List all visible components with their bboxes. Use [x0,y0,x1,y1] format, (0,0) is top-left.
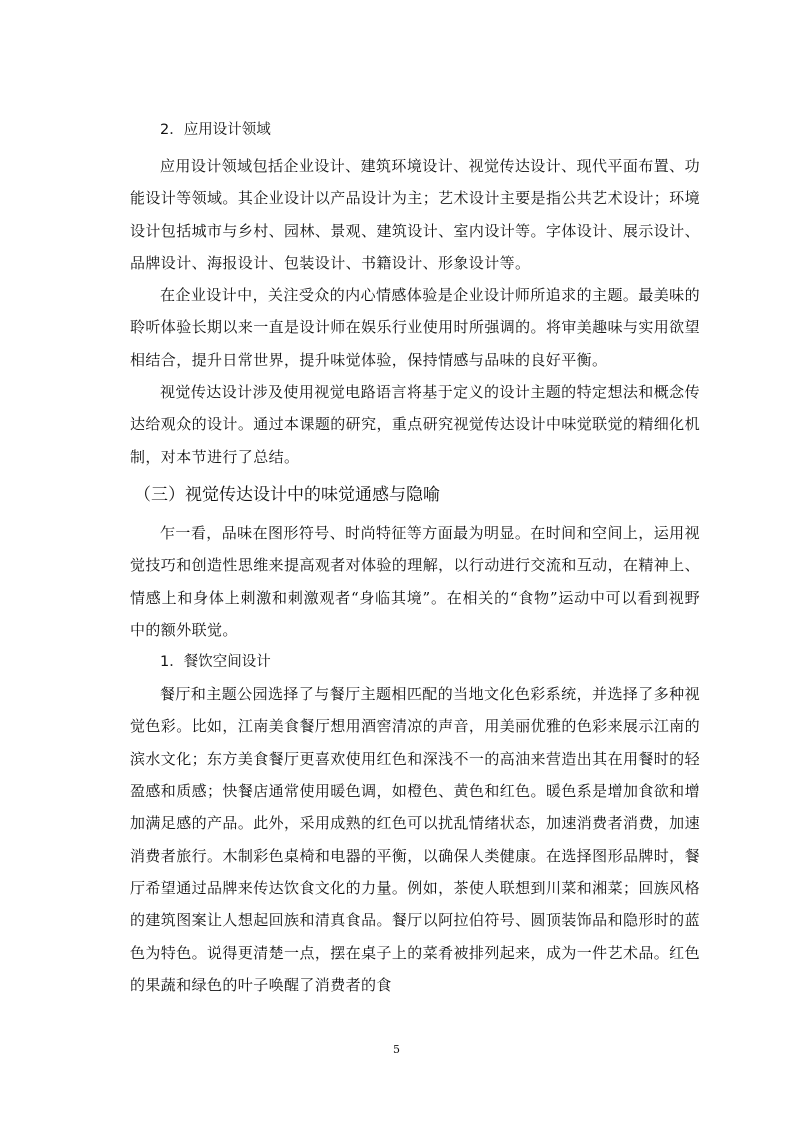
paragraph-visual-communication: 视觉传达设计涉及使用视觉电路语言将基于定义的设计主题的特定想法和概念传达给观众的设计。通过本课题的研究，重点研究视觉传达设计中味觉联觉的精细化机制，对本节进行了总结。 [130,383,700,466]
subsection-heading-dining-space: 1．餐饮空间设计 [160,654,271,671]
page-content [130,116,700,1001]
subsection-heading-application-design: 2．应用设计领域 [160,122,271,138]
paragraph-taste-overview: 乍一看，品味在图形符号、时尚特征等方面最为明显。在时间和空间上，运用视觉技巧和创造性思维来提高观者对体验的理解，以行动进行交流和互动，在精神上、情感上和身体上刺激和刺激观者“身临其境”。在相关的“食物”运动中可以看到视野中的额外联觉。 [130,523,700,639]
page-number: 5 [393,1043,400,1056]
section-heading-taste-synesthesia: （三）视觉传达设计中的味觉通感与隐喻 [134,484,440,505]
paragraph-application-fields: 应用设计领域包括企业设计、建筑环境设计、视觉传达设计、现代平面布置、功能设计等领域。其企业设计以产品设计为主；艺术设计主要是指公共艺术设计；环境设计包括城市与乡村、园林、景观、建筑设计、室内设计等。字体设计、展示设计、品牌设计、海报设计、包装设计、书籍设计、形象设计等。 [130,157,700,272]
paragraph-enterprise-design: 在企业设计中，关注受众的内心情感体验是企业设计师所追求的主题。最美味的聆听体验长期以来一直是设计师在娱乐行业使用时所强调的。将审美趣味与实用欲望相结合，提升日常世界，提升味觉体验，保持情感与品味的良好平衡。 [130,286,700,369]
paragraph-dining-space-design: 餐厅和主题公园选择了与餐厅主题相匹配的当地文化色彩系统，并选择了多种视觉色彩。比如，江南美食餐厅想用酒窖清凉的声音，用美丽优雅的色彩来展示江南的滨水文化；东方美食餐厅更喜欢使用红色和深浅不一的高油来营造出其在用餐时的轻盈感和质感；快餐店通常使用暖色调，如橙色、黄色和红色。暖色系是增加食欲和增加满足感的产品。此外，采用成熟的红色可以扰乱情绪状态，加速消费者消费，加速消费者旅行。木制彩色桌椅和电器的平衡，以确保人类健康。在选择图形品牌时，餐厅希望通过品牌来传达饮食文化的力量。例如，茶使人联想到川菜和湘菜；回族风格的建筑图案让人想起回族和清真食品。餐厅以阿拉伯符号、圆顶装饰品和隐形时的蓝色为特色。说得更清楚一点，摆在桌子上的菜肴被排列起来，成为一件艺术品。红色的果蔬和绿色的叶子唤醒了消费者的食 [130,685,700,994]
